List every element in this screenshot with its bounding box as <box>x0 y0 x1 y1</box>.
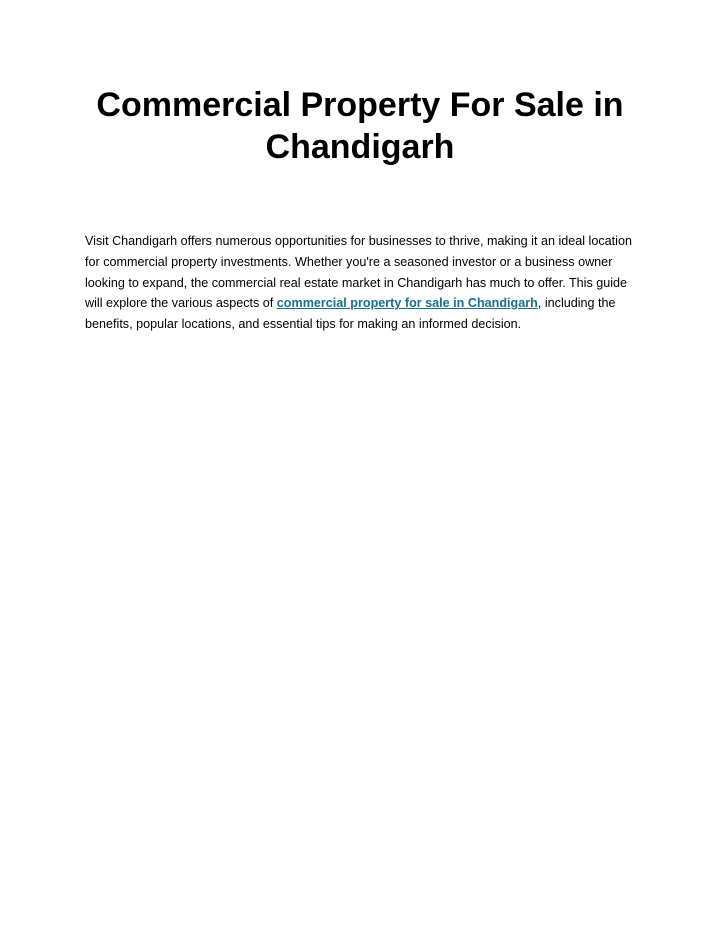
intro-paragraph <box>85 231 641 335</box>
paragraph-text-before-link: Visit Chandigarh offers numerous opportunities for businesses to thrive, making it an ideal location for commercial property investments. Whether you're a seasoned investor or a business owner looking to expand, the commercial real estate market in Chandigarh has much to offer. This guide will explore the various aspects of <box>85 234 632 311</box>
paragraph-text-after-link: , including the benefits, popular locations, and essential tips for making an informed decision. <box>85 296 616 332</box>
page-title: Commercial Property For Sale in Chandigarh <box>96 86 624 166</box>
commercial-property-link[interactable]: commercial property for sale in Chandigarh <box>276 296 538 311</box>
